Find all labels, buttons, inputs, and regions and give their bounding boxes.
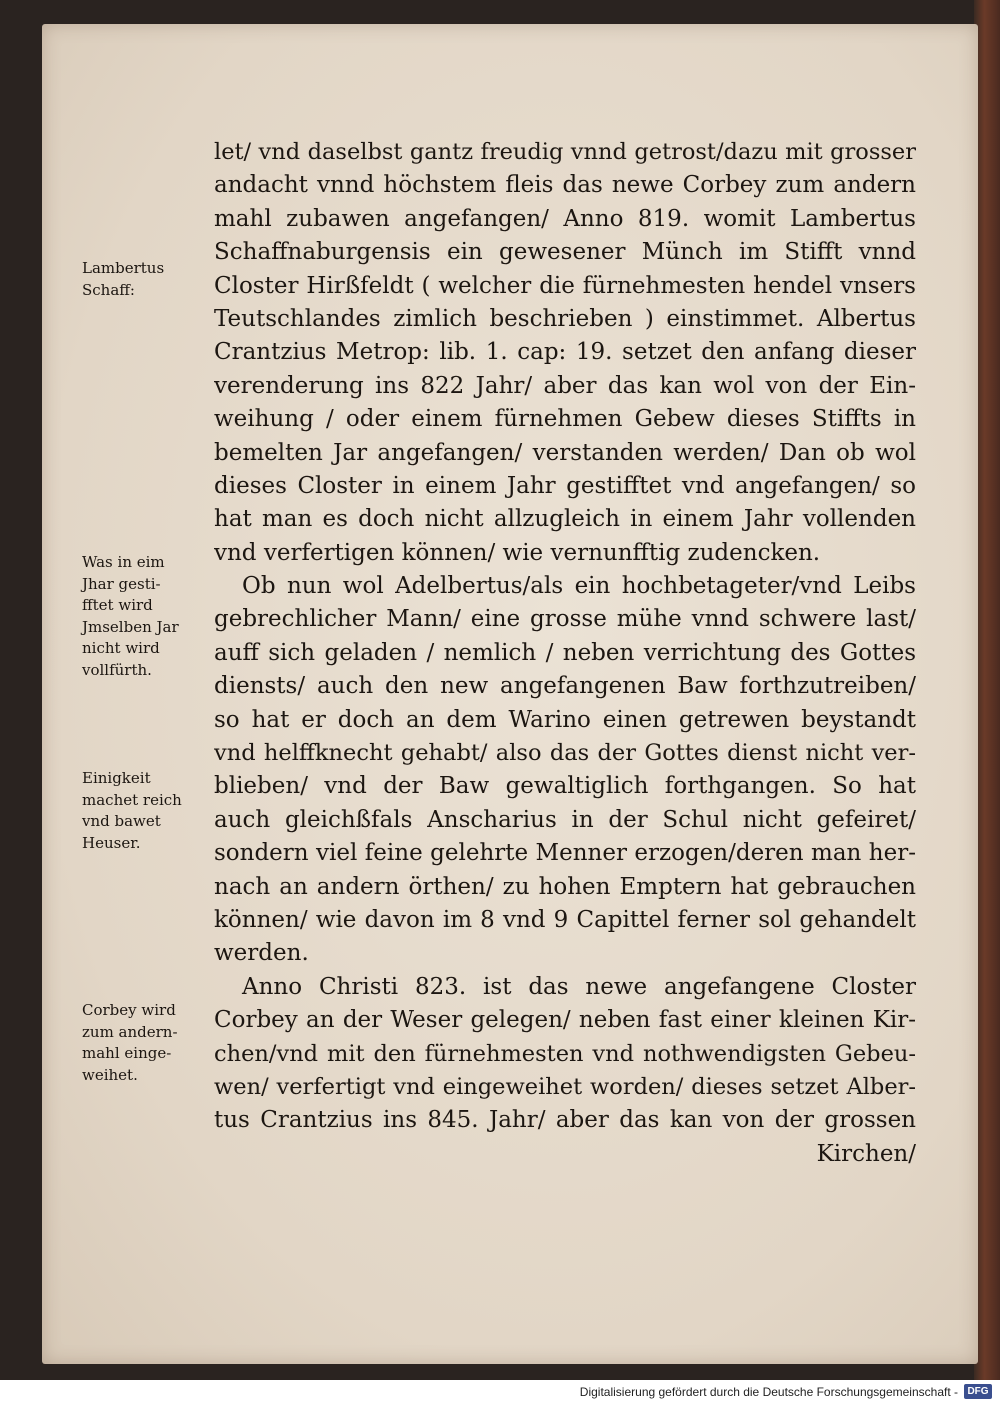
text-line: auff sich geladen / nemlich / neben verrichtung des Gottes: [214, 639, 916, 666]
text-line: so hat er doch an dem Warino einen getrewen beystandt: [214, 706, 916, 733]
margin-note-line: Was in eim: [82, 553, 165, 571]
text-line: bemelten Jar angefangen/ verstanden werden/ Dan ob wol: [214, 439, 916, 466]
text-line: wen/ verfertigt vnd eingeweihet worden/ dieses setzet Alber-: [214, 1073, 916, 1100]
footer-bar: [0, 1380, 1000, 1404]
text-line: chen/vnd mit den fürnehmesten vnd nothwendigsten Gebeu-: [214, 1040, 916, 1067]
margin-note-line: nicht wird: [82, 639, 160, 657]
margin-note-line: fftet wird: [82, 596, 153, 614]
margin-note-line: weihet.: [82, 1065, 138, 1084]
margin-note-line: Jhar gesti-: [82, 574, 161, 593]
margin-note-lambertus: [82, 258, 222, 301]
margin-note-line: Jmselben Jar: [82, 617, 179, 636]
text-line: gebrechlicher Mann/ eine grosse mühe vnnd schwere last/: [214, 606, 916, 633]
margin-note-line: vnd bawet: [82, 812, 161, 830]
text-line: andacht vnnd höchstem fleis das newe Corbey zum andern: [214, 172, 916, 199]
text-line: diensts/ auch den new angefangenen Baw forthzutreiben/: [214, 673, 916, 700]
text-line: können/ wie davon im 8 vnd 9 Capittel ferner sol gehandelt: [214, 906, 916, 933]
margin-note-line: machet reich: [82, 790, 182, 809]
text-line: nach an andern örthen/ zu hohen Emptern hat gebrauchen: [214, 873, 916, 900]
text-line: hat man es doch nicht allzugleich in einem Jahr vollenden: [214, 506, 916, 533]
margin-note-line: Einigkeit: [82, 769, 151, 787]
text-line: let/ vnd daselbst gantz freudig vnnd getrost/dazu mit grosser: [214, 139, 916, 165]
text-line: Teutschlandes zimlich beschrieben ) einstimmet. Albertus: [214, 305, 916, 332]
text-line: sondern viel feine gelehrte Menner erzogen/deren man her-: [214, 840, 916, 867]
text-line: mahl zubawen angefangen/ Anno 819. womit Lambertus: [214, 205, 916, 232]
text-line: vnd helffknecht gehabt/ also das der Gottes dienst nicht ver-: [214, 740, 916, 767]
text-line: vnd verfertigen können/ wie vernunfftig zudencken.: [214, 539, 821, 566]
margin-note-line: vollfürth.: [82, 660, 152, 679]
text-line: Crantzius Metrop: lib. 1. cap: 19. setzet den anfang dieser: [214, 339, 916, 366]
text-line: dieses Closter in einem Jahr gestifftet vnd angefangen/ so: [214, 472, 916, 499]
dfg-logo-icon: DFG: [964, 1384, 992, 1399]
margin-note-line: Corbey wird: [82, 1001, 176, 1019]
text-line: Ob nun wol Adelbertus/als ein hochbetageter/vnd Leibs: [242, 573, 916, 600]
catchword: Kirchen/: [816, 1140, 916, 1167]
margin-note-line: Schaff:: [82, 280, 135, 299]
text-line: verenderung ins 822 Jahr/ aber das kan wol von der Ein-: [214, 372, 916, 399]
margin-note-line: Heuser.: [82, 833, 141, 852]
text-line: werden.: [214, 940, 309, 967]
margin-note-einigkeit: [82, 768, 222, 854]
funding-credit: Digitalisierung gefördert durch die Deutsche Forschungsgemeinschaft -: [579, 1385, 958, 1399]
text-line: Schaffnaburgensis ein gewesener Münch im Stifft vnnd: [214, 239, 916, 266]
text-line: Anno Christi 823. ist das newe angefangene Closter: [242, 973, 916, 1000]
margin-note-line: zum andern-: [82, 1022, 178, 1041]
text-line: blieben/ vnd der Baw gewaltiglich forthgangen. So hat: [214, 773, 916, 800]
text-line: Corbey an der Weser gelegen/ neben fast einer kleinen Kir-: [214, 1007, 916, 1034]
margin-note-line: mahl einge-: [82, 1044, 172, 1062]
margin-note-corbey: [82, 1000, 222, 1086]
text-line: auch gleichßfals Anscharius in der Schul nicht gefeiret/: [214, 806, 916, 833]
main-text-block: [214, 136, 916, 1171]
margin-note-line: Lambertus: [82, 259, 165, 277]
text-line: tus Crantzius ins 845. Jahr/ aber das kan von der grossen: [214, 1107, 916, 1134]
margin-note-jahr: [82, 552, 222, 681]
text-line: Closter Hirßfeldt ( welcher die fürnehmesten hendel vnsers: [214, 272, 916, 299]
text-line: weihung / oder einem fürnehmen Gebew dieses Stiffts in: [214, 406, 916, 433]
